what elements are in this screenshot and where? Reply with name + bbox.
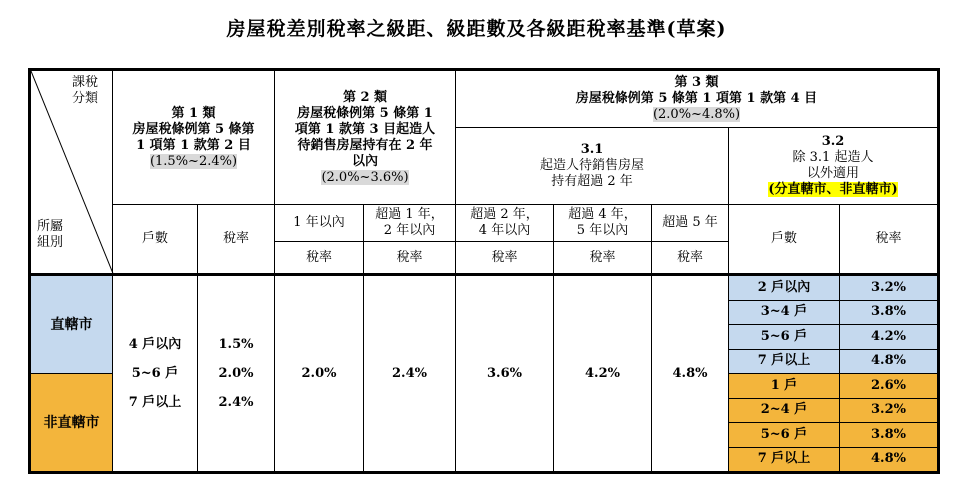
cat31-over5-rate-header: 稅率 <box>652 242 729 275</box>
cat1-households-list: 4 戶以內 5~6 戶 7 戶以上 <box>113 275 198 473</box>
corner-label-group: 所屬 組別 <box>37 219 64 250</box>
cat32-rate-header: 稅率 <box>840 205 939 275</box>
cat32-non-municipal-rate-1: 2.6% <box>840 374 939 399</box>
cat32-municipal-rate-4: 4.8% <box>840 349 939 374</box>
cat32-households-header: 戶數 <box>729 205 840 275</box>
tax-rate-table <box>28 68 940 474</box>
cat31-over4-header: 超過 4 年， 5 年以內 <box>554 205 652 242</box>
cat31-over4-rate-header: 稅率 <box>554 242 652 275</box>
category-3-1-header: 3.1 起造人待銷售房屋 持有超過 2 年 <box>456 128 729 205</box>
corner-label-category: 課稅 分類 <box>71 75 98 106</box>
cat32-municipal-households-4: 7 戶以上 <box>729 349 840 374</box>
cat31-over5-header: 超過 5 年 <box>652 205 729 242</box>
cat32-municipal-rate-2: 3.8% <box>840 300 939 325</box>
cat2-over1-header: 超過 1 年， 2 年以內 <box>364 205 456 242</box>
cat2-within1-header: 1 年以內 <box>275 205 364 242</box>
cat32-non-municipal-rate-4: 4.8% <box>840 447 939 473</box>
corner-header <box>30 70 113 275</box>
cat1-rates-list: 1.5% 2.0% 2.4% <box>198 275 275 473</box>
category-1-range: (1.5%~2.4%) <box>149 153 238 169</box>
cat32-municipal-households-2: 3~4 戶 <box>729 300 840 325</box>
document-title: 房屋稅差別稅率之級距、級距數及各級距稅率基準(草案) <box>226 18 727 40</box>
category-3-2-note: (分直轄市、非直轄市) <box>768 182 898 197</box>
cat32-non-municipal-households-2: 2~4 戶 <box>729 398 840 423</box>
cat1-households-header: 戶數 <box>113 205 198 275</box>
category-2-header: 第 2 類 房屋稅條例第 5 條第 1 項第 1 款第 3 目起造人 待銷售房屋持有在 2 年 以內 (2.0%~3.6%) <box>275 70 456 205</box>
category-3-range: (2.0%~4.8%) <box>652 107 741 122</box>
group-municipal: 直轄市 <box>30 275 113 374</box>
cat32-municipal-households-1: 2 戶以內 <box>729 275 840 301</box>
category-3-header: 第 3 類 房屋稅條例第 5 條第 1 項第 1 款第 4 目 (2.0%~4.8%) <box>456 70 939 128</box>
group-non-municipal: 非直轄市 <box>30 374 113 473</box>
cat1-rate-header: 稅率 <box>198 205 275 275</box>
cat32-municipal-rate-3: 4.2% <box>840 325 939 350</box>
cat32-non-municipal-households-3: 5~6 戶 <box>729 423 840 448</box>
cat31-over2-header: 超過 2 年， 4 年以內 <box>456 205 554 242</box>
category-2-range: (2.0%~3.6%) <box>321 169 409 185</box>
cat32-municipal-rate-1: 3.2% <box>840 275 939 301</box>
cat31-over2-value: 3.6% <box>456 275 554 473</box>
cat31-over4-value: 4.2% <box>554 275 652 473</box>
cat31-over5-value: 4.8% <box>652 275 729 473</box>
cat2-over1-rate-header: 稅率 <box>364 242 456 275</box>
cat32-non-municipal-rate-3: 3.8% <box>840 423 939 448</box>
cat2-within1-value: 2.0% <box>275 275 364 473</box>
cat32-municipal-households-3: 5~6 戶 <box>729 325 840 350</box>
category-1-header: 第 1 類 房屋稅條例第 5 條第 1 項第 1 款第 2 目 (1.5%~2.4%) <box>113 70 275 205</box>
cat2-over1-value: 2.4% <box>364 275 456 473</box>
cat32-non-municipal-rate-2: 3.2% <box>840 398 939 423</box>
category-3-2-header: 3.2 除 3.1 起造人 以外適用 (分直轄市、非直轄市) <box>729 128 939 205</box>
cat31-over2-rate-header: 稅率 <box>456 242 554 275</box>
cat32-non-municipal-households-1: 1 戶 <box>729 374 840 399</box>
cat2-within1-rate-header: 稅率 <box>275 242 364 275</box>
cat32-non-municipal-households-4: 7 戶以上 <box>729 447 840 473</box>
